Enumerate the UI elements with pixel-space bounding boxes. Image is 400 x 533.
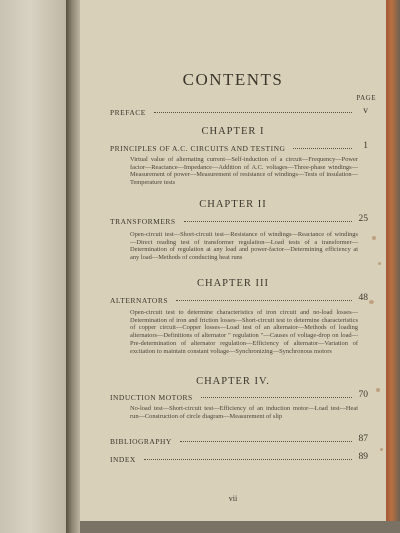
chapter-page: 25: [358, 214, 368, 224]
chapter-description: Open-circuit test—Short-circuit test—Resistance of windings—Reactance of windings—Direct reading test of transformer regulation—Load tests of a transformer—Determination of regulation at any load and power-factor—Determining efficiency at any load—Methods of conducting heat runs: [130, 231, 358, 262]
preface-page: v: [363, 106, 368, 116]
chapter-description: No-load test—Short-circuit test—Efficiency of an induction motor—Load test—Heat run—Construction of circle diagram—Measurement of slip: [130, 405, 358, 420]
leader-dots: [176, 300, 352, 301]
chapter-title: TRANSFORMERS: [110, 217, 176, 226]
leader-dots: [144, 459, 352, 460]
leader-dots: [293, 148, 352, 149]
foxing-spot: [369, 300, 374, 304]
page-column-label: PAGE: [356, 94, 376, 102]
foxing-spot: [376, 388, 380, 392]
chapter-entry: [110, 296, 360, 305]
chapter-page: 1: [363, 141, 368, 151]
facing-page: [0, 0, 68, 533]
chapter-heading: CHAPTER III: [197, 278, 269, 289]
index-entry: [110, 455, 360, 464]
bibliography-entry: [110, 437, 360, 446]
index-label: INDEX: [110, 455, 136, 464]
bibliography-page: 87: [358, 434, 368, 444]
leader-dots: [201, 397, 352, 398]
contents-page: [80, 0, 386, 521]
leader-dots: [184, 221, 352, 222]
chapter-entry: [110, 217, 360, 226]
chapter-title: ALTERNATORS: [110, 296, 169, 305]
chapter-entry: [110, 393, 360, 402]
chapter-description: Virtual value of alternating current—Self-induction of a circuit—Frequency—Power factor—Reactance—Impedance—Addition of A.C. voltages—Three-phase windings—Measurement of power—Measurement of resistance of windings—Tests of insulation—Temperature tests: [130, 156, 358, 187]
index-page: 89: [358, 452, 368, 462]
bibliography-label: BIBLIOGRAPHY: [110, 437, 172, 446]
chapter-title: INDUCTION MOTORS: [110, 393, 193, 402]
foxing-spot: [380, 448, 383, 451]
chapter-heading: CHAPTER I: [201, 126, 265, 137]
chapter-entry: [110, 144, 360, 153]
chapter-page: 48: [358, 293, 368, 303]
foxing-spot: [378, 262, 381, 265]
contents-title: CONTENTS: [182, 70, 284, 89]
chapter-title: PRINCIPLES OF A.C. CIRCUITS AND TESTING: [110, 144, 286, 153]
leader-dots: [154, 112, 352, 113]
chapter-heading: CHAPTER IV.: [196, 376, 270, 387]
foxing-spot: [372, 236, 376, 240]
chapter-heading: CHAPTER II: [199, 199, 267, 210]
preface-entry: [110, 108, 360, 117]
leader-dots: [180, 441, 352, 442]
page-bottom-edge: [80, 521, 400, 533]
page-folio: vii: [228, 494, 238, 503]
preface-label: PREFACE: [110, 108, 146, 117]
page-edge: [386, 0, 400, 533]
chapter-description: Open-circuit test to determine characteristics of iron circuit and no-load losses—Determination of iron and friction losses—Short-circuit test to determine characteristics of copper circuit—Copper losses—Load test of an alternator—Methods of loading alternators—Definitions of alternator " regulation "—Causes of voltage-drop on load—Pre-determination of alternator regulation—Efficiency of alternator—Variation of excitation to maintain constant voltage—Synchronizing—Synchronous motors: [130, 309, 358, 355]
chapter-page: 70: [358, 390, 368, 400]
